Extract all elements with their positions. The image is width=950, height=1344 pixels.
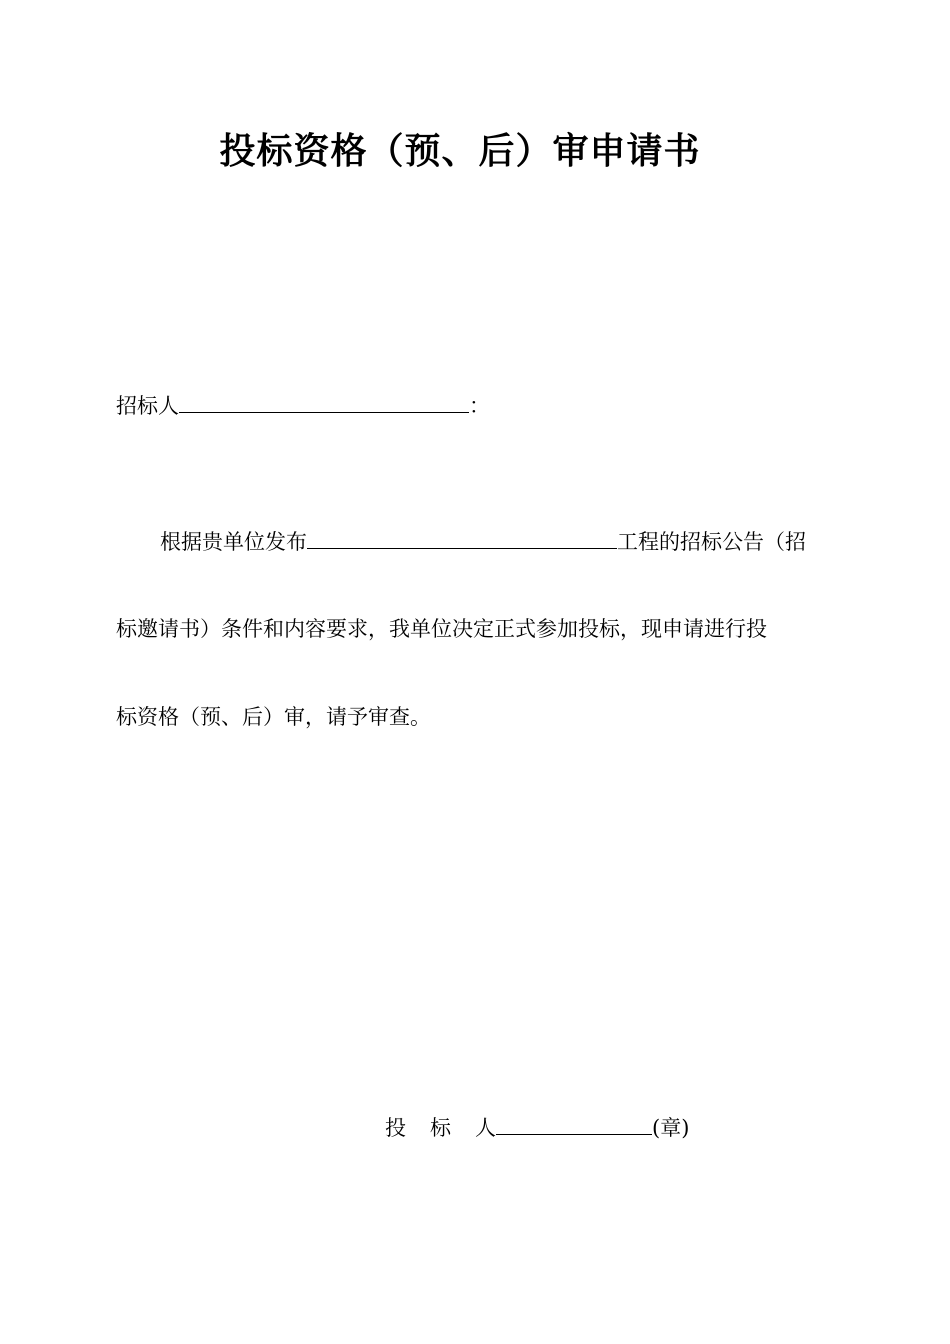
addressee-label: 招标人	[116, 394, 179, 418]
signature-label-char-3: 人	[475, 1116, 496, 1140]
signature-label-char-2: 标	[430, 1116, 475, 1140]
body-line-1-prefix: 根据贵单位发布	[160, 530, 307, 554]
body-line-1-suffix: 工程的招标公告（招	[617, 530, 806, 554]
body-line-3: 标资格（预、后）审，请予审查。	[116, 705, 431, 729]
signature-line	[385, 1112, 689, 1143]
body-line-2: 标邀请书）条件和内容要求，我单位决定正式参加投标，现申请进行投	[116, 617, 767, 641]
document-title: 投标资格（预、后）审申请书	[219, 131, 701, 172]
addressee-line	[116, 390, 490, 421]
bidder-blank	[496, 1112, 652, 1135]
addressee-colon: ：	[469, 394, 490, 418]
signature-label-char-1: 投	[385, 1116, 430, 1140]
addressee-blank	[179, 390, 469, 413]
seal-note: (章)	[652, 1116, 690, 1140]
body-line-1	[160, 526, 806, 557]
project-name-blank	[307, 526, 617, 549]
